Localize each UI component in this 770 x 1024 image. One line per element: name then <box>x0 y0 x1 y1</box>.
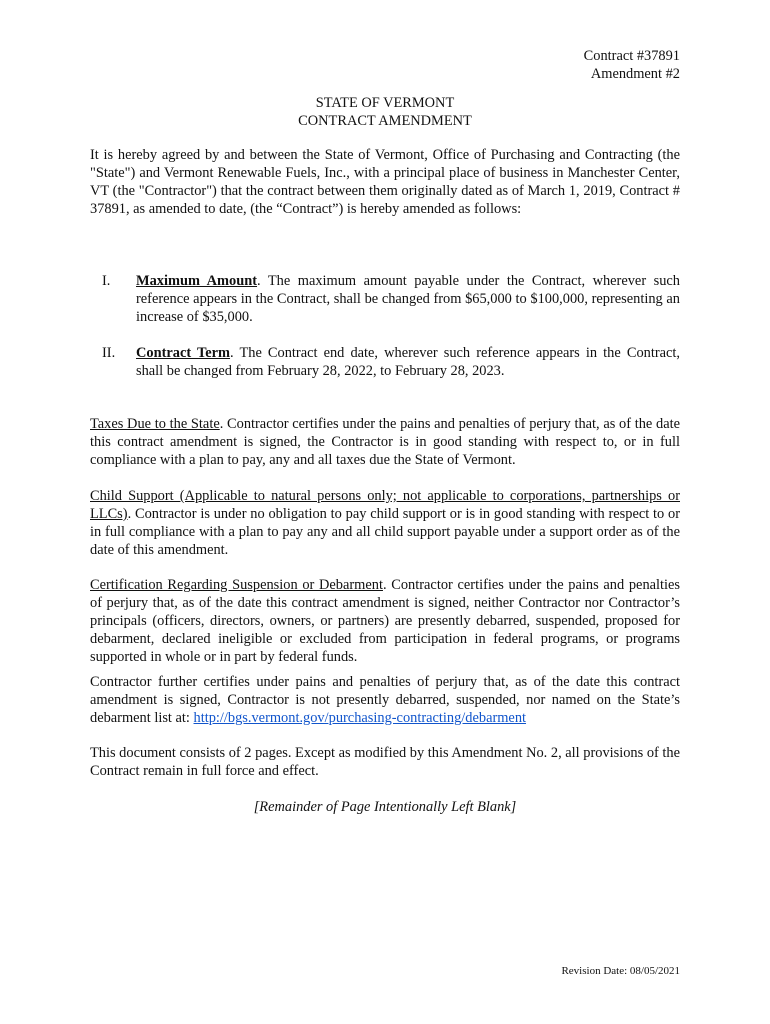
item-text: . The maximum amount payable under the Contract, wherever such reference appears in the Contract, shall be changed from $65,000 to $100,000, representing an increase of $35,000. <box>136 273 680 325</box>
contract-header <box>584 47 680 83</box>
taxes-paragraph <box>90 415 680 469</box>
contract-number: Contract #37891 <box>583 48 680 64</box>
amendment-item-contract-term <box>90 344 680 380</box>
item-numeral: II. <box>102 345 116 361</box>
closing-paragraph: This document consists of 2 pages. Except as modified by this Amendment No. 2, all provisions of the Contract remain in full force and effect. <box>90 745 680 779</box>
item-body <box>136 344 680 380</box>
item-numeral: I. <box>102 273 111 289</box>
item-heading: Maximum Amount <box>136 273 258 289</box>
amendment-number: Amendment #2 <box>590 66 680 82</box>
item-heading: Contract Term <box>136 345 231 361</box>
certification-text: . Contractor certifies under the pains and penalties of perjury that, as of the date this contract amendment is signed, neither Contractor nor Contractor’s principals (officers, directors, owners, or partners) are presently debarred, suspended, proposed for debarment, declared ineligible or excluded from participation in federal programs, or programs supported in whole or in part by federal funds. <box>90 577 681 665</box>
document-title <box>0 94 770 130</box>
child-support-text: . Contractor is under no obligation to pay child support or is in good standing with respect to or in full compliance with a plan to pay any and all child support payable under a support order as of the date of this amendment. <box>90 506 680 558</box>
amendment-item-maximum-amount <box>90 272 680 326</box>
child-support-paragraph <box>90 487 680 559</box>
further-certification-paragraph <box>90 673 680 727</box>
further-text: Contractor further certifies under pains and penalties of perjury that, as of the date this contract amendment is signed, Contractor is not presently debarred, suspended, nor named on the State’s debarment list at: <box>90 674 680 726</box>
taxes-heading: Taxes Due to the State <box>90 416 220 432</box>
title-line-1: STATE OF VERMONT <box>315 95 455 111</box>
certification-heading: Certification Regarding Suspension or Debarment <box>90 577 383 593</box>
intro-paragraph: It is hereby agreed by and between the State of Vermont, Office of Purchasing and Contracting (the "State") and Vermont Renewable Fuels, Inc., with a principal place of business in Manchester Center, VT (the "Contractor") that the contract between them originally dated as of March 1, 2019, Contract # 37891, as amended to date, (the “Contract”) is hereby amended as follows: <box>90 147 680 217</box>
item-text: . The Contract end date, wherever such reference appears in the Contract, shall be changed from February 28, 2022, to February 28, 2023. <box>136 345 680 379</box>
remainder-note: [Remainder of Page Intentionally Left Blank] <box>253 799 517 815</box>
child-support-heading: Child Support (Applicable to natural persons only; not applicable to corporations, partnerships or LLCs) <box>90 488 680 522</box>
certification-paragraph <box>90 576 680 666</box>
item-body <box>136 272 680 326</box>
title-line-2: CONTRACT AMENDMENT <box>298 113 472 129</box>
revision-date: Revision Date: 08/05/2021 <box>561 965 680 977</box>
taxes-text: . Contractor certifies under the pains and penalties of perjury that, as of the date this contract amendment is signed, the Contractor is in good standing with respect to, or in full compliance with a plan to pay, any and all taxes due the State of Vermont. <box>90 416 680 468</box>
debarment-list-link[interactable]: http://bgs.vermont.gov/purchasing-contracting/debarment <box>193 710 527 726</box>
